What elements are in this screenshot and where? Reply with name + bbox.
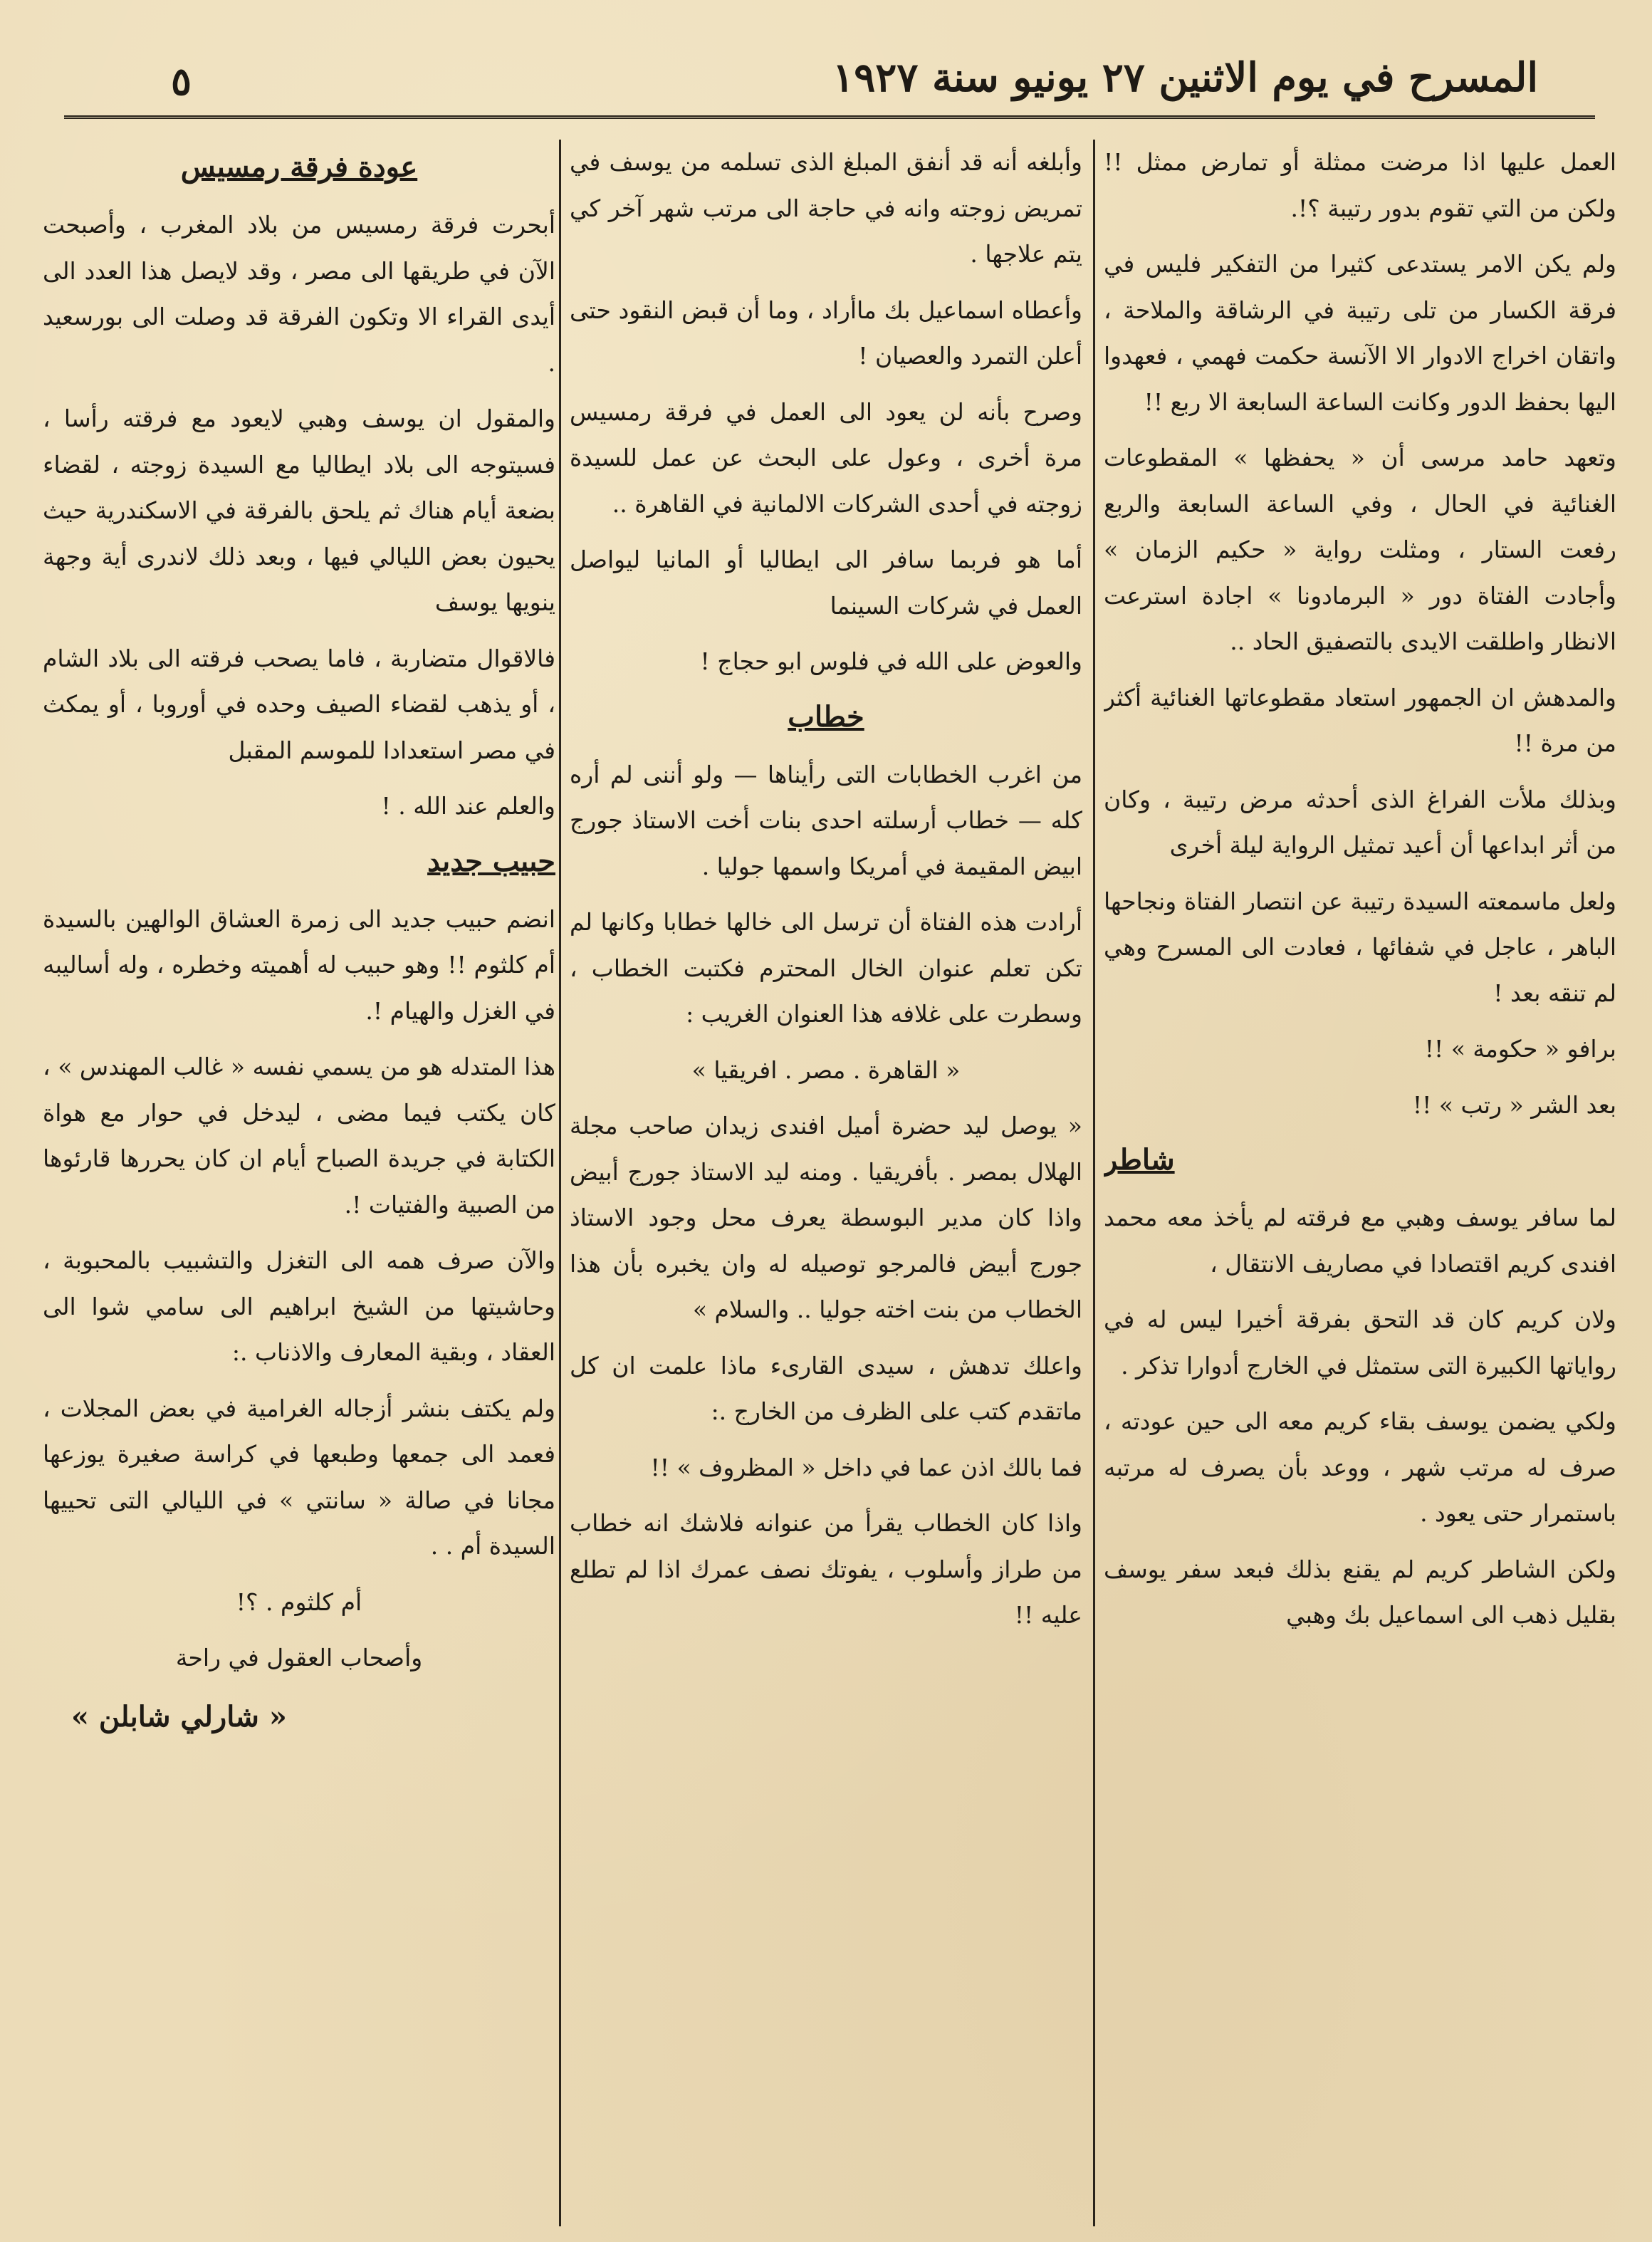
paragraph: ولكن الشاطر كريم لم يقنع بذلك فبعد سفر يوسف بقليل ذهب الى اسماعيل بك وهبي — [1104, 1555, 1616, 1629]
paragraph: « يوصل ليد حضرة أميل افندى زيدان صاحب مجلة الهلال بمصر . بأفريقيا . ومنه ليد الاستاذ جورج أبيض واذا كان مدير البوسطة يعرف محل وجود الاستاذ جورج أبيض فالمرجو توصيله له وان يخبره بأن هذا الخطاب من بنت اخته جوليا .. والسلام » — [570, 1112, 1082, 1323]
paragraph: وصرح بأنه لن يعود الى العمل في فرقة رمسيس مرة أخرى ، وعول على البحث عن عمل للسيدة زوجته في أحدى الشركات الالمانية في القاهرة .. — [570, 397, 1082, 518]
paragraph: أم كلثوم . ؟! — [236, 1587, 362, 1616]
column-left — [43, 140, 555, 2226]
author-signature: « شارلي شابلن » — [71, 1699, 287, 1733]
paragraph: ولكي يضمن يوسف بقاء كريم معه الى حين عودته ، صرف له مرتب شهر ، ووعد بأن يصرف له مرتبه باستمرار حتى يعود . — [1104, 1407, 1616, 1527]
paragraph: العمل عليها اذا مرضت ممثلة أو تمارض ممثل !! ولكن من التي تقوم بدور رتيبة ؟!. — [1104, 148, 1616, 222]
paragraph: أما هو فربما سافر الى ايطاليا أو المانيا ليواصل العمل في شركات السينما — [570, 546, 1082, 620]
column-divider — [1093, 140, 1095, 2226]
paragraph: ولان كريم كان قد التحق بفرقة أخيرا ليس له في رواياتها الكبيرة التى ستمثل في الخارج أدوارا تذكر . — [1104, 1305, 1616, 1380]
column-middle — [570, 140, 1082, 2226]
paragraph: ولم يكتف بنشر أزجاله الغرامية في بعض المجلات ، فعمد الى جمعها وطبعها في كراسة صغيرة يوزعها مجانا في صالة « سانتي » في الليالي التى تحييها السيدة أم . . — [43, 1394, 555, 1560]
paragraph: والمدهش ان الجمهور استعاد مقطوعاتها الغنائية أكثر من مرة !! — [1104, 683, 1616, 757]
paragraph: والمقول ان يوسف وهبي لايعود مع فرقته رأسا ، فسيتوجه الى بلاد ايطاليا مع السيدة زوجته ، لقضاء بضعة أيام هناك ثم يلحق بالفرقة في الاسكندرية حيث يحيون بعض الليالي فيها ، وبعد ذلك لاندرى أية وجهة ينويها يوسف — [43, 405, 555, 616]
masthead — [64, 50, 1595, 119]
paragraph: « القاهرة . مصر . افريقيا » — [691, 1055, 961, 1084]
paragraph: بعد الشر « رتب » !! — [1412, 1090, 1616, 1119]
paragraph: واذا كان الخطاب يقرأ من عنوانه فلاشك انه خطاب من طراز وأسلوب ، يفوتك نصف عمرك اذا لم تطلع عليه !! — [570, 1509, 1082, 1629]
paragraph: والآن صرف همه الى التغزل والتشبيب بالمحبوبة ، وحاشيتها من الشيخ ابراهيم الى سامي شوا الى العقاد ، وبقية المعارف والاذناب .: — [43, 1246, 555, 1366]
paragraph: وأعطاه اسماعيل بك ماأراد ، وما أن قبض النقود حتى أعلن التمرد والعصيان ! — [570, 296, 1082, 370]
paragraph: واعلك تدهش ، سيدى القارىء ماذا علمت ان كل ماتقدم كتب على الظرف من الخارج .: — [570, 1351, 1082, 1425]
paragraph: ولعل ماسمعته السيدة رتيبة عن انتصار الفتاة ونجاحها الباهر ، عاجل في شفائها ، فعادت الى المسرح وهي لم تنقه بعد ! — [1104, 887, 1616, 1007]
column-divider — [559, 140, 561, 2226]
paragraph: والعوض على الله في فلوس ابو حجاج ! — [700, 647, 1082, 675]
column-right — [1104, 140, 1616, 2226]
paragraph: فالاقوال متضاربة ، فاما يصحب فرقته الى بلاد الشام ، أو يذهب لقضاء الصيف وحده في أوروبا ، أو يمكث في مصر استعدادا للموسم المقبل — [43, 644, 555, 764]
paragraph: من اغرب الخطابات التى رأيناها — ولو أننى لم أره كله — خطاب أرسلته احدى بنات أخت الاستاذ جورج ابيض المقيمة في أمريكا واسمها جوليا . — [570, 760, 1082, 880]
paragraph: وبذلك ملأت الفراغ الذى أحدثه مرض رتيبة ، وكان من أثر ابداعها أن أعيد تمثيل الرواية ليلة أخرى — [1104, 785, 1616, 859]
paragraph: وأبلغه أنه قد أنفق المبلغ الذى تسلمه من يوسف في تمريض زوجته وانه في حاجة الى مرتب شهر آخر كي يتم علاجها . — [570, 148, 1082, 268]
paragraph: أبحرت فرقة رمسيس من بلاد المغرب ، وأصبحت الآن في طريقها الى مصر ، وقد لايصل هذا العدد الى أيدى القراء الا وتكون الفرقة قد وصلت الى بورسعيد . — [43, 211, 555, 377]
paragraph: هذا المتدله هو من يسمي نفسه « غالب المهندس » ، كان يكتب فيما مضى ، ليدخل في حوار مع هواة الكتابة في جريدة الصباح أيام ان كان يحررها قارئوها من الصبية والفتيات !. — [43, 1053, 555, 1219]
paragraph: فما بالك اذن عما في داخل « المظروف » !! — [650, 1453, 1082, 1481]
paragraph: أرادت هذه الفتاة أن ترسل الى خالها خطابا وكانها لم تكن تعلم عنوان الخال المحترم فكتبت الخطاب ، وسطرت على غلافه هذا العنوان الغريب : — [570, 908, 1082, 1028]
paragraph: انضم حبيب جديد الى زمرة العشاق الوالهين بالسيدة أم كلثوم !! وهو حبيب له أهميته وخطره ، وله أساليبه في الغزل والهيام !. — [43, 904, 555, 1025]
section-title-letter: خطاب — [788, 699, 864, 734]
page-number: ٥ — [171, 58, 192, 104]
paragraph: برافو « حكومة » !! — [1424, 1035, 1616, 1063]
paragraph: وأصحاب العقول في راحة — [175, 1644, 423, 1672]
running-head: المسرح في يوم الاثنين ٢٧ يونيو سنة ١٩٢٧ — [832, 54, 1538, 101]
paragraph: والعلم عند الله . ! — [381, 792, 555, 820]
section-title-shater: شاطر — [1104, 1143, 1175, 1177]
section-title-ramses: عودة فرقة رمسيس — [180, 150, 418, 184]
paragraph: لما سافر يوسف وهبي مع فرقته لم يأخذ معه محمد افندى كريم اقتصادا في مصاريف الانتقال ، — [1104, 1204, 1616, 1278]
paragraph: وتعهد حامد مرسى أن « يحفظها » المقطوعات الغنائية في الحال ، وفي الساعة السابعة والربع رفعت الستار ، ومثلت رواية « حكيم الزمان » وأجادت الفتاة دور « البرمادونا » اجادة استرعت الانظار واطلقت الايدى بالتصفيق الحاد .. — [1104, 444, 1616, 655]
section-title-new-lover: حبيب جديد — [427, 844, 555, 878]
paragraph: ولم يكن الامر يستدعى كثيرا من التفكير فليس في فرقة الكسار من تلى رتيبة في الرشاقة والملاحة ، واتقان اخراج الادوار الا الآنسة حكمت فهمي ، فعهدوا اليها بحفظ الدور وكانت الساعة السابعة الا ربع !! — [1104, 250, 1616, 416]
